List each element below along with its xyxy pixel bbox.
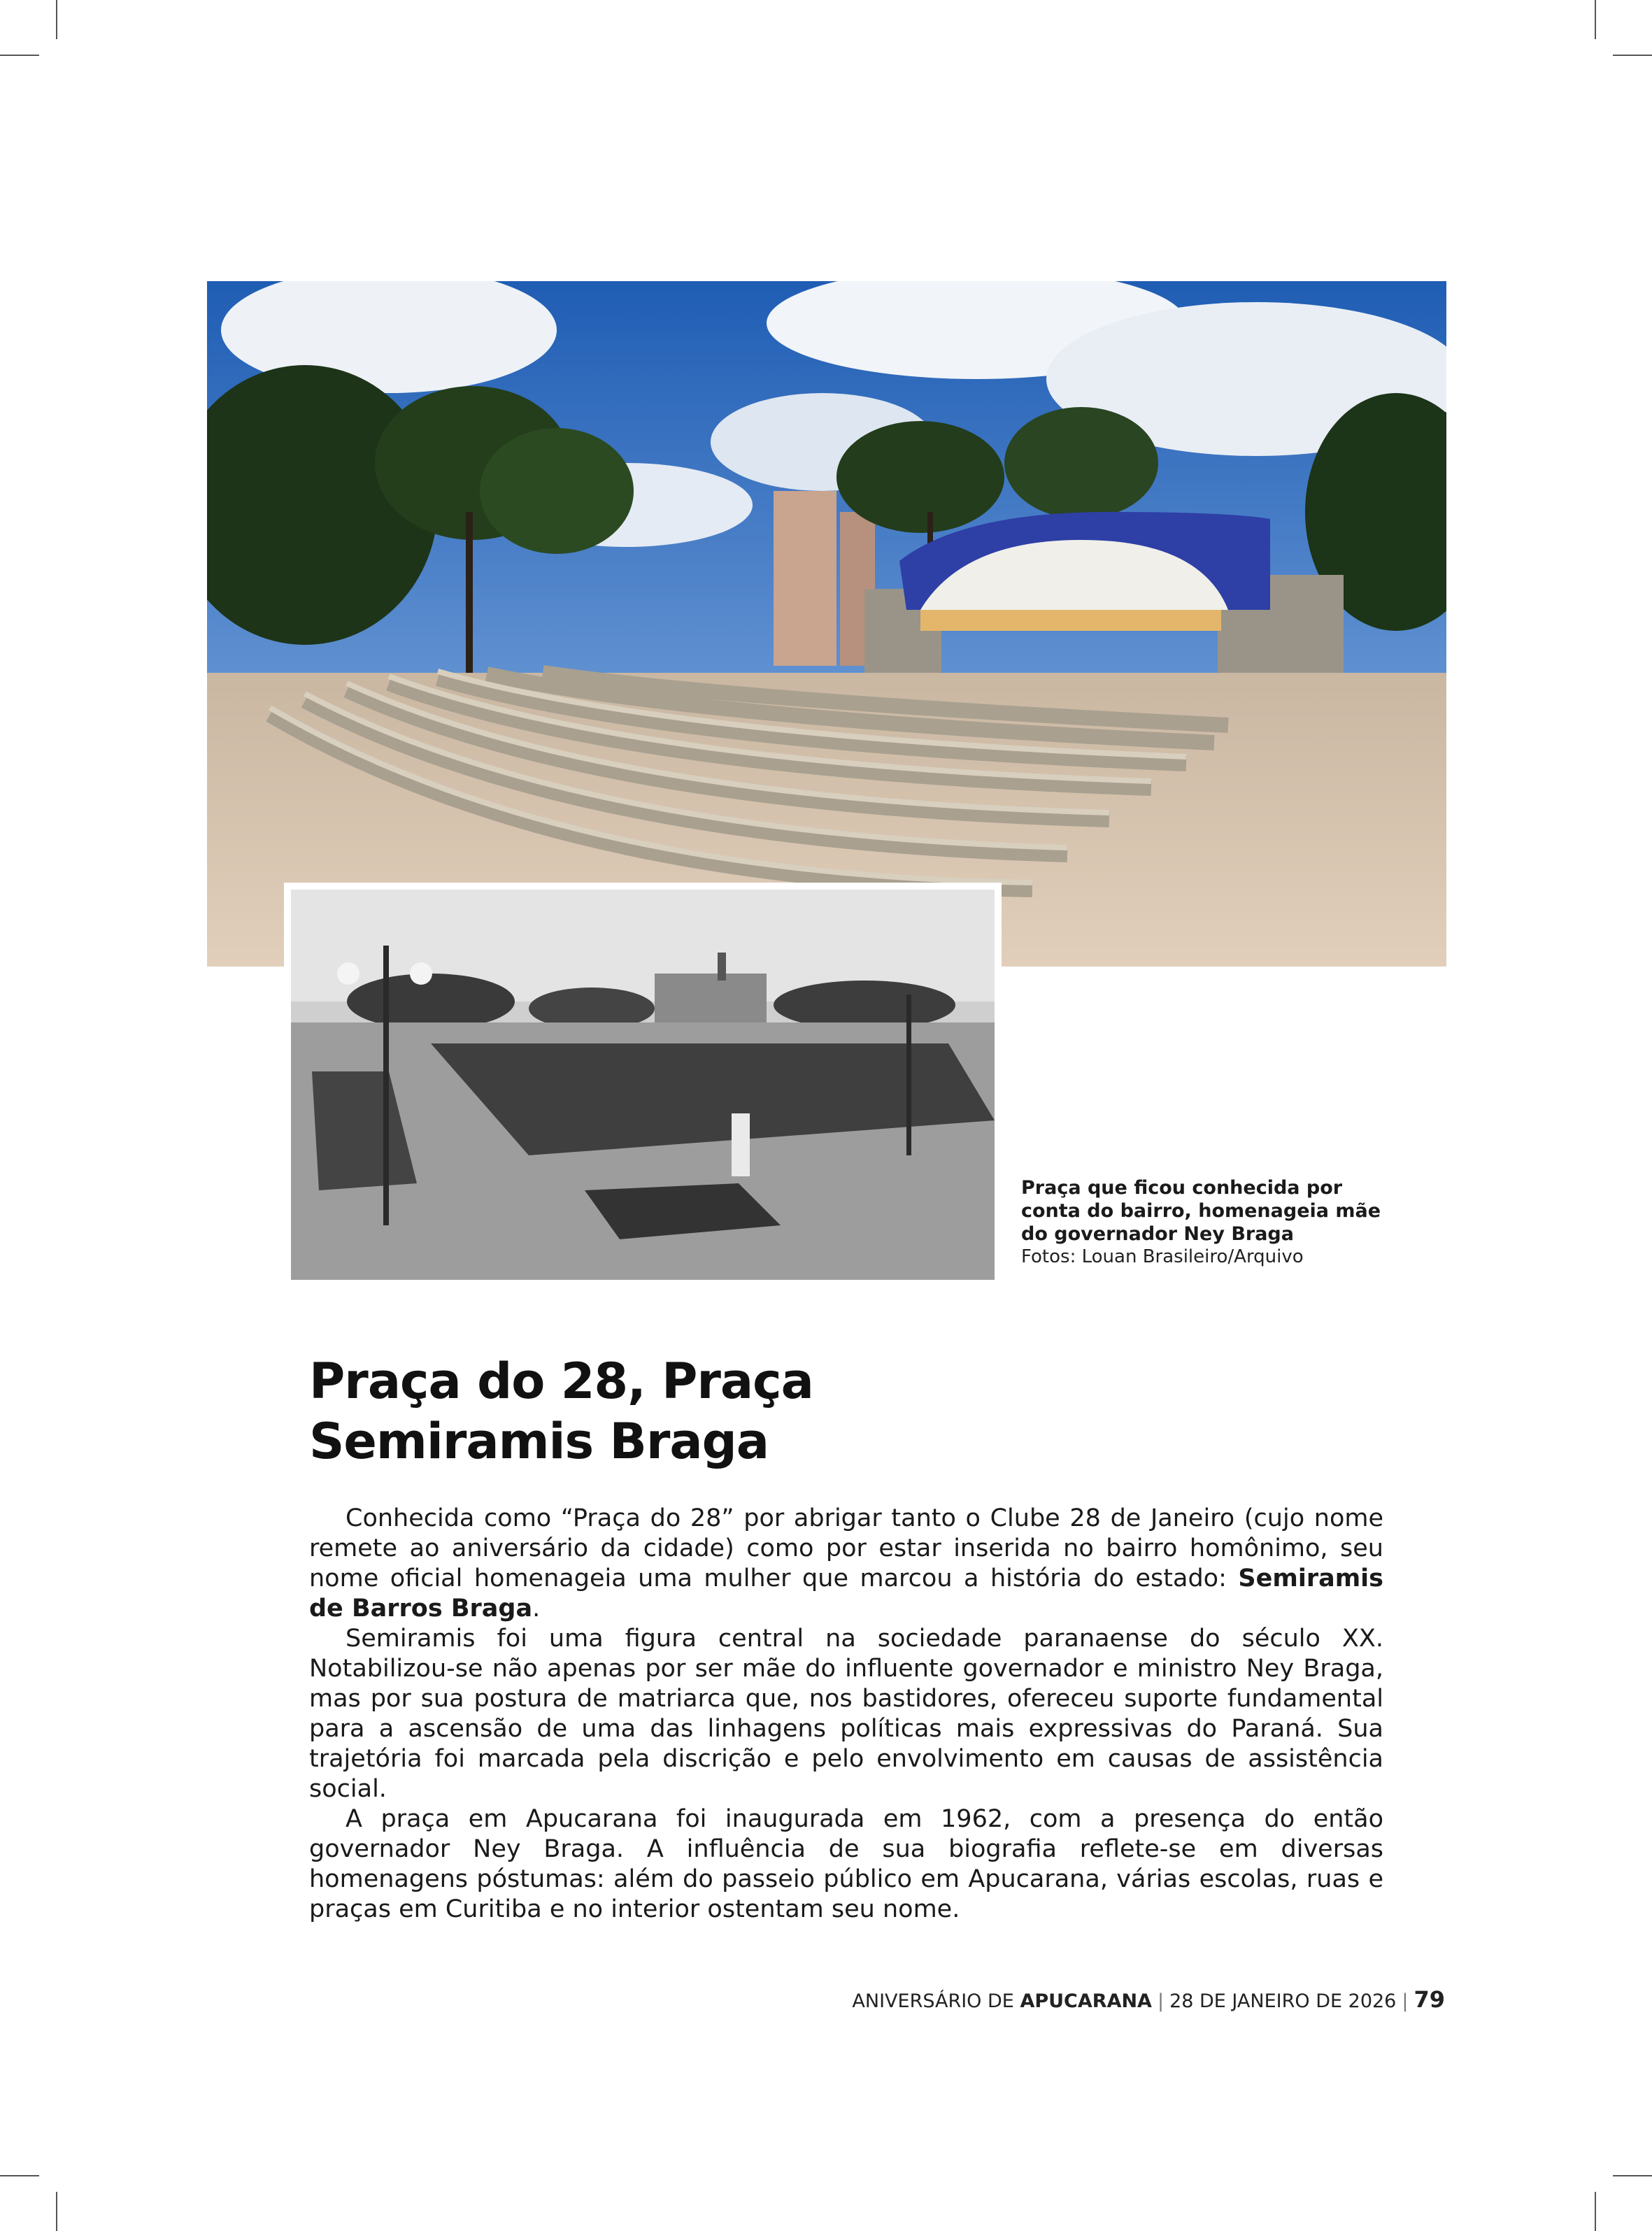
paragraph: Semiramis foi uma figura central na sociedade paranaense do século XX. Notabilizou-se não apenas por ser mãe do influente governador e ministro Ney Braga, mas por sua postura de matriarca que, nos bastidores, ofereceu suporte fundamental para a ascensão de uma das linhagens políticas mais expressivas do Paraná. Sua trajetória foi marcada pela discrição e pelo envolvimento em causas de assistência social.: [309, 1625, 1383, 1803]
highlight-name: Semiramis de Barros Braga: [309, 1564, 1383, 1623]
footer-separator: |: [1402, 1990, 1409, 2012]
crop-mark: [56, 0, 57, 39]
photo-caption: [1021, 1176, 1413, 1269]
crop-mark: [1595, 0, 1596, 39]
article-title: [309, 1351, 1288, 1471]
article-title-line1: Praça do 28, Praça: [309, 1353, 813, 1410]
footer-city: APUCARANA: [1020, 1990, 1152, 2012]
paragraph: [309, 1504, 1383, 1624]
crop-mark: [1595, 2192, 1596, 2231]
caption-line: Praça que ficou conhecida por: [1021, 1177, 1343, 1199]
amphitheater-photo: [207, 281, 1446, 967]
crop-mark: [1613, 2175, 1652, 2176]
archive-photo: [284, 883, 1002, 1287]
paragraph: A praça em Apucarana foi inaugurada em 1962, com a presença do então governador Ney Braga. A influência de sua biografia reflete-se em diversas homenagens póstumas: além do passeio público em Apucarana, várias escolas, ruas e praças em Curitiba e no interior ostentam seu nome.: [309, 1805, 1383, 1923]
crop-mark: [56, 2192, 57, 2231]
page-footer: [852, 1986, 1445, 2013]
footer-separator: |: [1157, 1990, 1165, 2012]
crop-mark: [0, 55, 39, 56]
paragraph-text: Conhecida como “Praça do 28” por abrigar tanto o Clube 28 de Janeiro (cujo nome remete ao aniversário da cidade) como por estar inserida no bairro homônimo, seu nome oficial homenageia uma mulher que marcou a história do estado:: [309, 1504, 1383, 1592]
photo-credit: Fotos: Louan Brasileiro/Arquivo: [1021, 1246, 1304, 1267]
article-title-line2: Semiramis Braga: [309, 1413, 769, 1470]
footer-date: 28 DE JANEIRO DE 2026: [1169, 1990, 1397, 2012]
crop-mark: [0, 2175, 39, 2176]
caption-line: do governador Ney Braga: [1021, 1223, 1294, 1245]
caption-line: conta do bairro, homenageia mãe: [1021, 1200, 1381, 1222]
page-number: 79: [1414, 1986, 1445, 2013]
paragraph-end: .: [532, 1595, 541, 1623]
article-body: [309, 1504, 1383, 1925]
footer-prefix: ANIVERSÁRIO DE: [852, 1990, 1020, 2012]
crop-mark: [1613, 55, 1652, 56]
